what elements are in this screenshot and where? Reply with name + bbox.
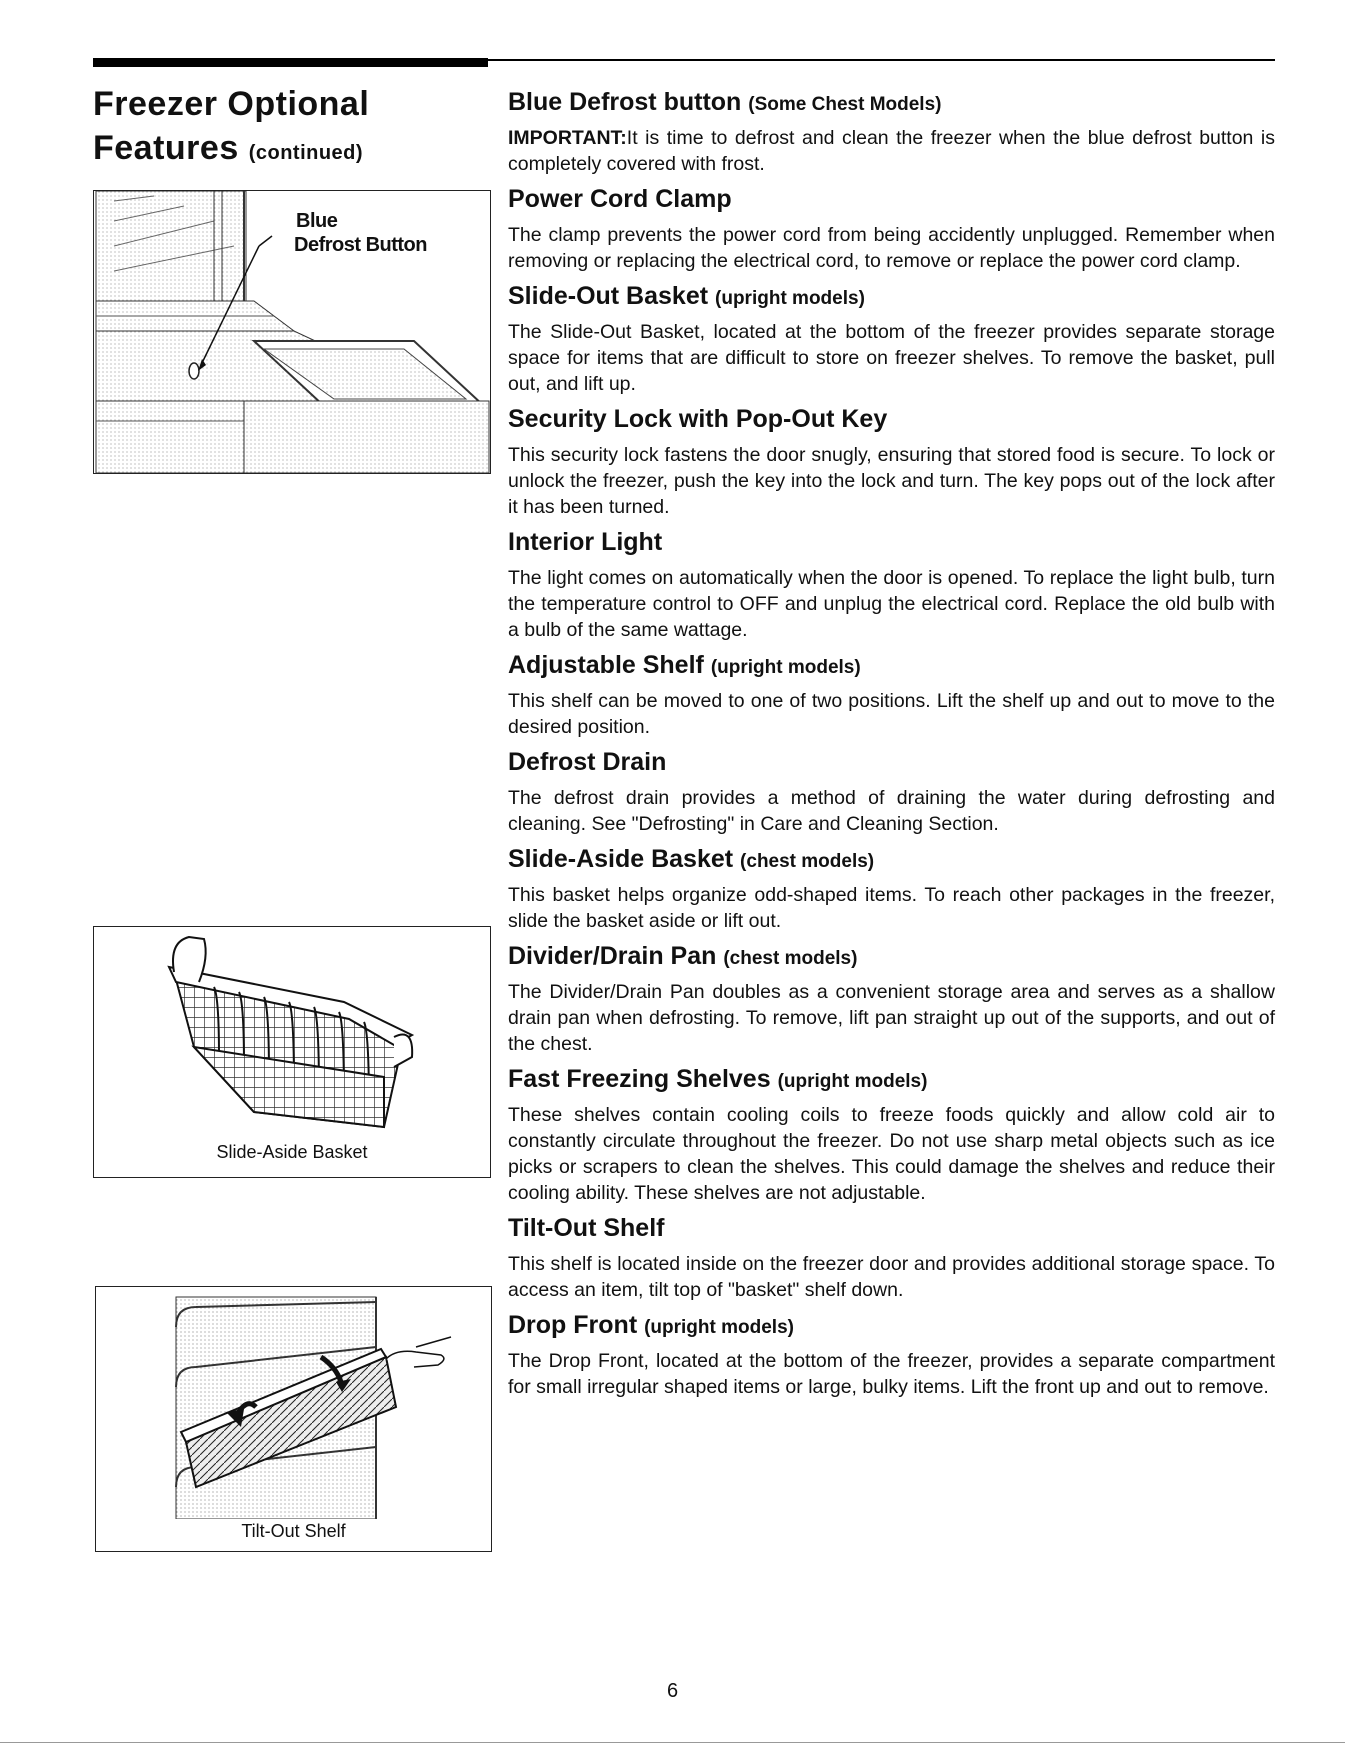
section-body: IMPORTANT:It is time to defrost and clean the freezer when the blue defrost button is completely covered with frost. <box>508 127 1275 175</box>
header-rule-thin <box>488 59 1275 61</box>
section-body: The Slide-Out Basket, located at the bottom of the freezer provides separate storage space for items that are difficult to store on freezer shelves. To remove the basket, pull out, and lift up. <box>508 321 1275 395</box>
section-body: The Drop Front, located at the bottom of the freezer, provides a separate compartment for small irregular shaped items or large, bulky items. Lift the front up and out to remove. <box>508 1350 1275 1398</box>
section-security-lock <box>508 403 1275 520</box>
section-title: Security Lock with Pop-Out Key <box>508 405 888 433</box>
section-title: Interior Light <box>508 528 663 556</box>
header-rule-thick <box>93 58 488 67</box>
chest-freezer-figure <box>93 190 491 474</box>
slide-aside-basket-figure <box>93 926 491 1178</box>
section-body: These shelves contain cooling coils to freeze foods quickly and allow cold air to constantly circulate throughout the freezer. Do not use sharp metal objects such as ice picks or scrapers to clean the shelves. This could damage the shelves and reduce their cooling ability. These shelves are not adjustable. <box>508 1104 1275 1204</box>
bottom-edge-line <box>0 1742 1345 1743</box>
section-title: Drop Front (upright models) <box>508 1311 794 1339</box>
section-title: Blue Defrost button (Some Chest Models) <box>508 88 942 116</box>
section-interior-light <box>508 526 1275 643</box>
section-divider-drain-pan <box>508 940 1275 1057</box>
section-power-cord-clamp <box>508 183 1275 274</box>
section-body: This security lock fastens the door snugly, ensuring that stored food is secure. To lock or unlock the freezer, push the key into the lock and turn. The key pops out of the lock after it has been turned. <box>508 444 1275 518</box>
section-title: Tilt-Out Shelf <box>508 1214 665 1242</box>
section-slide-out-basket <box>508 280 1275 397</box>
basket-illustration <box>94 927 490 1147</box>
section-blue-defrost-button <box>508 86 1275 177</box>
section-body: This basket helps organize odd-shaped items. To reach other packages in the freezer, slide the basket aside or lift out. <box>508 884 1275 932</box>
page-title-continued: (continued) <box>248 142 364 164</box>
features-list <box>508 86 1275 1406</box>
section-body: The Divider/Drain Pan doubles as a convenient storage area and serves as a shallow drain pan when defrosting. To remove, lift pan straight up out of the supports, and out of the chest. <box>508 981 1275 1055</box>
section-slide-aside-basket <box>508 843 1275 934</box>
section-fast-freezing-shelves <box>508 1063 1275 1206</box>
section-adjustable-shelf <box>508 649 1275 740</box>
section-defrost-drain <box>508 746 1275 837</box>
page-title-line1: Freezer Optional <box>93 85 370 123</box>
tilt-out-shelf-caption: Tilt-Out Shelf <box>241 1521 346 1541</box>
chest-freezer-illustration <box>94 191 490 473</box>
blue-defrost-button-callout <box>294 209 427 257</box>
section-title: Slide-Out Basket (upright models) <box>508 282 865 310</box>
callout-line1: Blue <box>296 210 338 232</box>
section-tilt-out-shelf <box>508 1212 1275 1303</box>
section-drop-front <box>508 1309 1275 1400</box>
page-title-line2: Features <box>93 129 239 167</box>
section-title: Divider/Drain Pan (chest models) <box>508 942 858 970</box>
section-body: The clamp prevents the power cord from being accidently unplugged. Remember when removing or replacing the electrical cord, to remove or replace the power cord clamp. <box>508 224 1275 272</box>
section-title: Defrost Drain <box>508 748 667 776</box>
section-title: Slide-Aside Basket (chest models) <box>508 845 875 873</box>
section-title: Power Cord Clamp <box>508 185 732 213</box>
tilt-out-shelf-illustration <box>96 1287 491 1519</box>
basket-caption: Slide-Aside Basket <box>216 1142 368 1162</box>
page-number: 6 <box>666 1680 679 1702</box>
section-body: The defrost drain provides a method of draining the water during defrosting and cleaning. See "Defrosting" in Care and Cleaning Section. <box>508 787 1275 835</box>
section-title: Adjustable Shelf (upright models) <box>508 651 861 679</box>
tilt-out-shelf-figure <box>95 1286 492 1552</box>
section-body: The light comes on automatically when the door is opened. To replace the light bulb, turn the temperature control to OFF and unplug the electrical cord. Replace the old bulb with a bulb of the same wattage. <box>508 567 1275 641</box>
section-title: Fast Freezing Shelves (upright models) <box>508 1065 928 1093</box>
section-body: This shelf can be moved to one of two positions. Lift the shelf up and out to move to the desired position. <box>508 690 1275 738</box>
page-title <box>93 82 369 175</box>
section-body: This shelf is located inside on the freezer door and provides additional storage space. To access an item, tilt top of "basket" shelf down. <box>508 1253 1275 1301</box>
callout-line2: Defrost Button <box>294 234 427 256</box>
